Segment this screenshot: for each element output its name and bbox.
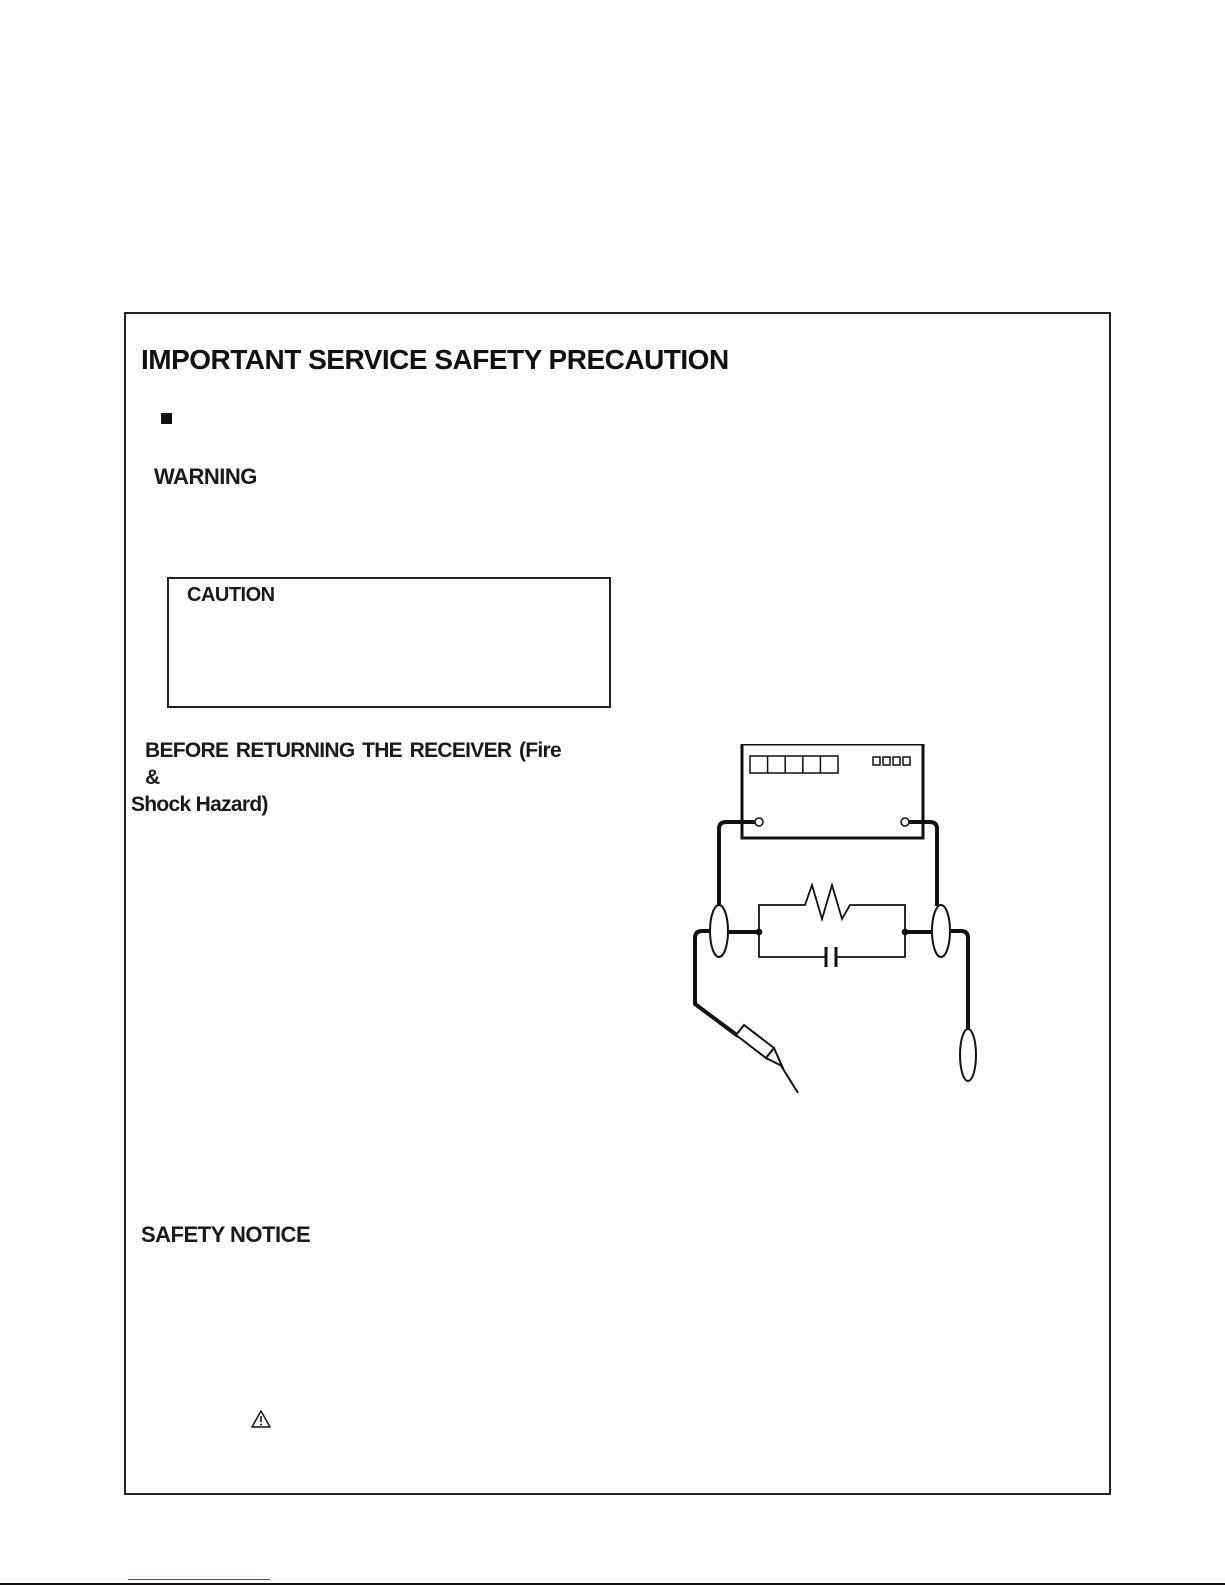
safety-notice-heading: SAFETY NOTICE: [141, 1222, 311, 1247]
before-returning-heading-line1: BEFORE RETURNING THE RECEIVER (Fire &: [145, 739, 561, 789]
page-title: IMPORTANT SERVICE SAFETY PRECAUTION: [141, 344, 729, 375]
warning-heading: WARNING: [154, 464, 257, 489]
caution-box: [167, 577, 611, 708]
footer-link-underline: [128, 1579, 270, 1580]
square-bullet-icon: [161, 413, 172, 424]
before-returning-heading: [131, 737, 561, 818]
test-probe: [736, 1025, 798, 1093]
leakage-test-diagram: [690, 744, 990, 1108]
test-leads: [695, 822, 968, 1036]
caution-heading: CAUTION: [187, 584, 275, 606]
resistor-capacitor-network: [757, 885, 908, 967]
ac-voltmeter: [742, 744, 923, 838]
before-returning-heading-line2: Shock Hazard): [131, 793, 268, 816]
warning-triangle-icon: [251, 1410, 271, 1428]
